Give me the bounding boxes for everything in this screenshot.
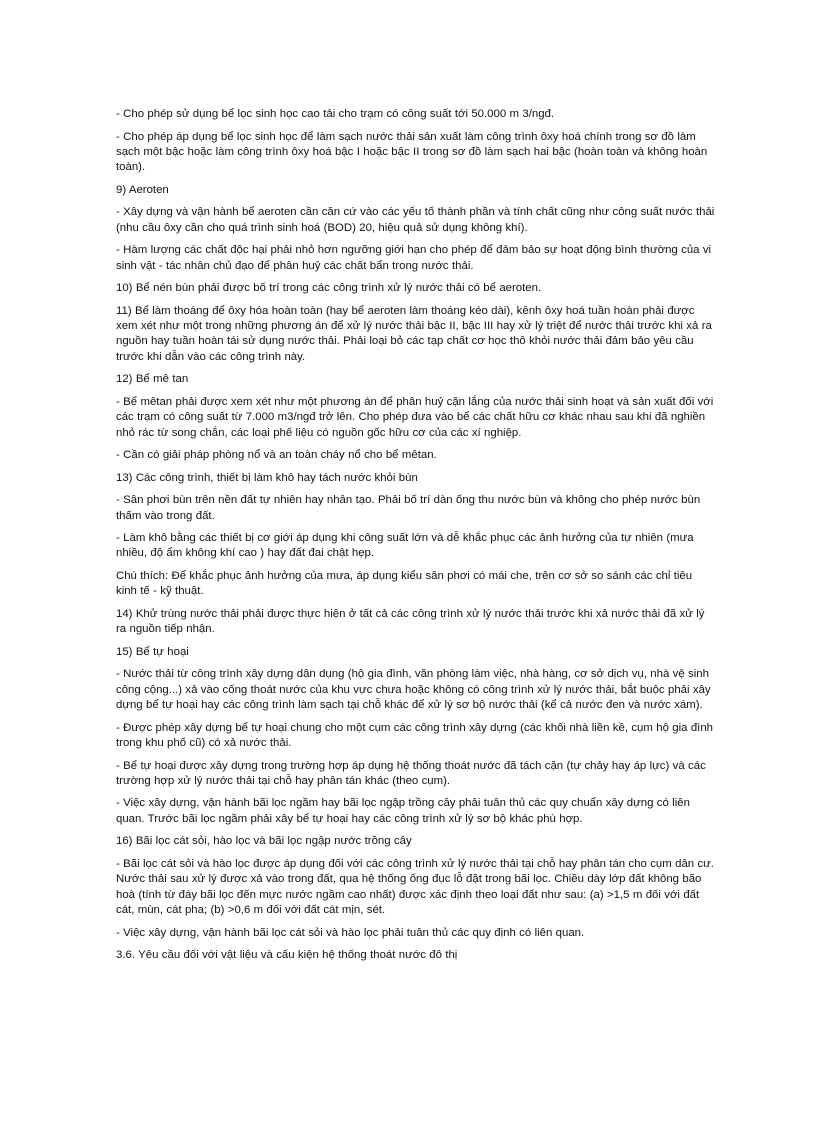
paragraph: - Cần có giải pháp phòng nổ và an toàn cháy nổ cho bể mêtan. [116,449,437,462]
section-heading: 16) Bãi lọc cát sỏi, hào lọc và bãi lọc ngập nước trồng cây [116,835,412,848]
paragraph: - Việc xây dựng, vận hành bãi lọc cát sỏi và hào lọc phải tuân thủ các quy định có liên quan. [116,926,585,939]
paragraph: - Nước thải từ công trình xây dựng dân dụng (hộ gia đình, văn phòng làm việc, nhà hàng, cơ sở dịch vụ, nhà vệ sinh công cộng...) xả vào cống thoát nước của khu vực chưa hoặc không có công trình xử lý nước thải, bắt buộc phải xây dựng bể tự hoại hay các công trình làm sạch tại chỗ khác để xử lý sơ bộ nước thải (kể cả nước đen và nước xám). [116,668,711,712]
paragraph: - Sân phơi bùn trên nền đất tự nhiên hay nhân tạo. Phải bố trí dàn ống thu nước bùn và không cho phép nước bùn thấm vào trong đất. [116,494,701,522]
paragraph: - Cho phép áp dụng bể lọc sinh học để làm sạch nước thải sản xuất làm công trình ôxy hoá chính trong sơ đồ làm sạch một bậc hoặc làm công trình ôxy hoá bậc I hoặc bậc II trong sơ đồ làm sạch hai bậc (hoàn toàn và không hoàn toàn). [116,130,708,174]
paragraph: - Hàm lượng các chất độc hại phải nhỏ hơn ngưỡng giới hạn cho phép để đảm bảo sự hoạt động bình thường của vi sinh vật - tác nhân chủ đạo để phân huỷ các chất bẩn trong nước thải. [116,244,712,272]
paragraph: - Cho phép sử dụng bể lọc sinh học cao tải cho trạm có công suất tới 50.000 m 3/ngđ. [116,108,555,120]
paragraph: - Làm khô bằng các thiết bị cơ giới áp dụng khi công suất lớn và dễ khắc phục các ảnh hưởng của tự nhiên (mưa nhiều, độ ẩm không khí cao ) hay đất đai chật hẹp. [116,532,694,560]
section-heading: 15) Bể tự hoại [116,645,189,658]
document-page [116,107,716,971]
paragraph: - Xây dựng và vận hành bể aeroten cần căn cứ vào các yếu tố thành phần và tính chất cũng như công suất nước thải (nhu cầu ôxy cần cho quá trình sinh hoá (BOD) 20, hiệu quả sử dụng không khí). [116,206,715,234]
paragraph: - Việc xây dựng, vận hành bãi lọc ngầm hay bãi lọc ngập trồng cây phải tuân thủ các quy chuẩn xây dựng có liên quan. Trước bãi lọc ngầm phải xây bể tự hoại hay các công trình xử lý sơ bộ khác phù hợp. [116,797,690,825]
section-heading: 3.6. Yêu cầu đối với vật liệu và cấu kiện hệ thống thoát nước đô thị [116,949,458,962]
paragraph: - Bãi lọc cát sỏi và hào lọc được áp dụng đối với các công trình xử lý nước thải tại chỗ hay phân tán cho cụm dân cư. Nước thải sau xử lý được xả vào trong đất, qua hệ thống ống đục lỗ đặt trong bãi lọc. Chiều dày lớp đất không bão hoà (tính từ đáy bãi lọc đến mực nước ngầm cao nhất) được xác định theo loại đất như sau: (a) >1,5 m đối với đất cát, mùn, cát pha; (b) >0,6 m đối với đất cát mịn, sét. [116,857,714,917]
section-heading: 9) Aeroten [116,183,169,196]
paragraph: - Được phép xây dựng bể tự hoại chung cho một cụm các công trình xây dựng (các khối nhà liền kề, cụm hộ gia đình trong khu phố cũ) có xả nước thải. [116,721,714,749]
section-heading: 12) Bể mê tan [116,373,189,386]
paragraph: 10) Bể nén bùn phải được bố trí trong các công trình xử lý nước thải có bể aeroten. [116,282,542,295]
paragraph: - Bể tự hoại được xây dựng trong trường hợp áp dụng hệ thống thoát nước đã tách cặn (tự chảy hay áp lực) và các trường hợp xử lý nước thải tại chỗ hay phân tán khác (theo cụm). [116,759,706,787]
note-paragraph: Chú thích: Để khắc phục ảnh hưởng của mưa, áp dụng kiểu sân phơi có mái che, trên cơ sở so sánh các chỉ tiêu kinh tế - kỹ thuật. [116,569,693,598]
paragraph: - Bể mêtan phải được xem xét như một phương án để phân huỷ cặn lắng của nước thải sinh hoạt và sản xuất đối với các trạm có công suất từ 7.000 m3/ngđ trở lên. Cho phép đưa vào bể các chất hữu cơ khác nhau sau khi đã nghiền nhỏ rác từ song chắn, các loại phế liệu có nguồn gốc hữu cơ của các xí nghiệp. [116,395,714,439]
paragraph: 14) Khử trùng nước thải phải được thực hiện ở tất cả các công trình xử lý nước thải trước khi xả nước thải đã xử lý ra nguồn tiếp nhận. [116,607,705,636]
paragraph: 11) Bể làm thoáng để ôxy hóa hoàn toàn (hay bể aeroten làm thoáng kéo dài), kênh ôxy hoá tuần hoàn phải được xem xét như một trong những phương án để xử lý nước thải bậc II, bậc III hay xử lý triệt để nước thải trước khi xả ra nguồn hay tuần hoàn tái sử dụng nước thải. Phải loại bỏ các tạp chất cơ học thô khỏi nước thải đảm bảo yêu cầu trước khi dẫn vào các công trình này. [116,304,712,363]
section-heading: 13) Các công trình, thiết bị làm khô hay tách nước khỏi bùn [116,471,418,484]
